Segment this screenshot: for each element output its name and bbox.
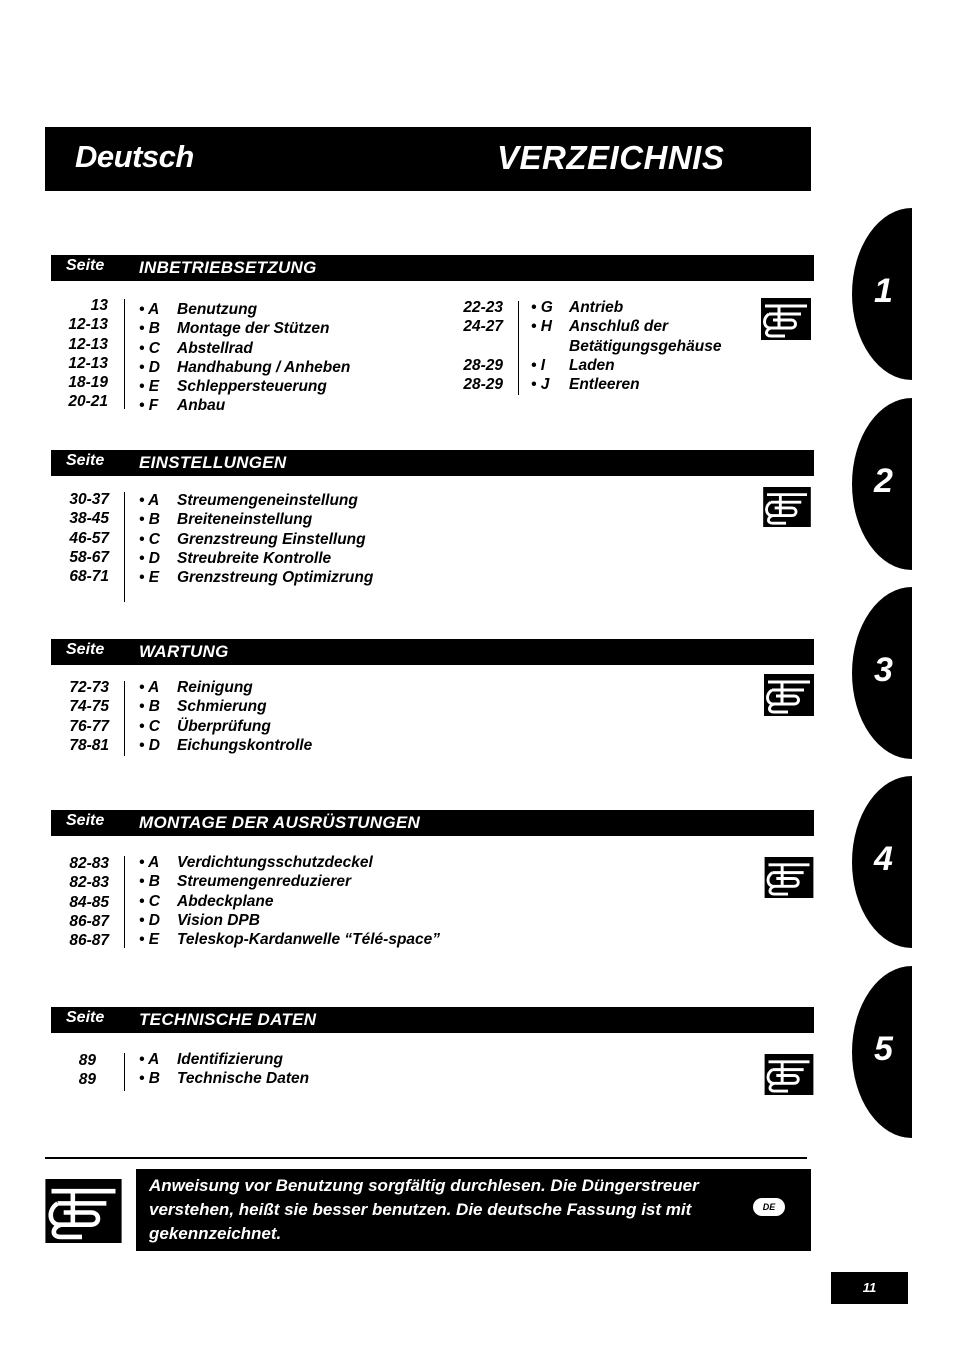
page-ref: 28-29 (463, 376, 503, 394)
page-column (36, 1051, 96, 1090)
tab-5[interactable] (852, 966, 912, 1138)
book-hand-icon (45, 1179, 122, 1243)
page-ref: 74-75 (69, 698, 109, 716)
section-title: WARTUNG (139, 642, 229, 661)
page-ref: 46-57 (69, 529, 109, 547)
list-item: • E Teleskop-Kardanwelle “Télé-space” (139, 931, 441, 949)
language-label: Deutsch (75, 139, 194, 174)
footer-rule (45, 1157, 807, 1159)
section-title: INBETRIEBSETZUNG (139, 258, 317, 277)
list-item: • A Benutzung (139, 301, 258, 318)
page-ref: 72-73 (69, 679, 109, 696)
page-ref: 89 (78, 1071, 96, 1089)
seite-label: Seite (66, 1009, 105, 1026)
book-hand-icon (764, 674, 814, 716)
entry-list (139, 491, 373, 587)
section-header (51, 1007, 814, 1033)
tab-number: 5 (874, 1030, 893, 1068)
page-column (49, 854, 109, 950)
section-title: MONTAGE DER AUSRÜSTUNGEN (139, 813, 421, 832)
page-ref: 58-67 (69, 548, 109, 566)
book-hand-icon (761, 298, 811, 340)
page-ref: 30-37 (69, 491, 109, 508)
section-title: TECHNISCHE DATEN (139, 1010, 317, 1029)
list-item: • H Anschluß der (531, 318, 669, 336)
book-hand-icon (764, 1054, 814, 1095)
section-header (51, 450, 814, 476)
seite-label: Seite (66, 812, 105, 829)
list-item: • C Grenzstreung Einstellung (139, 530, 366, 548)
list-item: • J Entleeren (531, 376, 640, 394)
page-ref: 12-13 (68, 316, 108, 334)
divider-line (124, 1053, 125, 1091)
page-ref: 28-29 (463, 356, 503, 374)
entry-list (139, 300, 350, 416)
tab-number: 4 (874, 840, 893, 878)
list-item: • B Schmierung (139, 698, 267, 716)
list-item: • C Überprüfung (139, 717, 271, 735)
list-item: • G Antrieb (531, 299, 624, 316)
seite-label: Seite (66, 452, 105, 469)
page-ref: 82-83 (69, 855, 109, 872)
book-hand-icon (764, 857, 814, 898)
list-item: • B Technische Daten (139, 1070, 310, 1088)
list-item: • B Montage der Stützen (139, 320, 330, 338)
list-item: • D Handhabung / Anheben (139, 358, 351, 376)
tab-3[interactable] (852, 587, 912, 759)
list-item: • A Verdichtungsschutzdeckel (139, 854, 373, 871)
page-ref: 12-13 (68, 335, 108, 353)
list-item: • A Reinigung (139, 679, 253, 696)
page-ref: 22-23 (463, 299, 503, 316)
page-ref: 38-45 (69, 510, 109, 528)
page-number: 11 (831, 1272, 908, 1304)
list-item: • A Streumengeneinstellung (139, 492, 358, 509)
notice-text: Anweisung vor Benutzung sorgfältig durchlesen. Die Düngerstreuer verstehen, heißt sie besser benutzen. Die deutsche Fassung ist mit gekennzeichnet. (149, 1176, 699, 1243)
list-item: • D Streubreite Kontrolle (139, 549, 332, 567)
page-ref: 86-87 (69, 932, 109, 950)
tab-number: 2 (874, 462, 893, 500)
section-header (51, 810, 814, 836)
page-ref: 12-13 (68, 354, 108, 372)
tab-number: 1 (874, 272, 893, 310)
list-item: Betätigungsgehäuse (569, 337, 722, 355)
de-badge: DE (753, 1198, 785, 1216)
divider-line (518, 301, 519, 395)
tab-4[interactable] (852, 776, 912, 948)
divider-line (124, 856, 125, 948)
list-item: • E Schleppersteuerung (139, 378, 327, 396)
page-column (48, 296, 108, 412)
page-ref: 76-77 (69, 717, 109, 735)
list-item: • C Abdeckplane (139, 892, 274, 910)
divider-line (124, 492, 125, 602)
divider-line (124, 299, 125, 409)
seite-label: Seite (66, 257, 105, 274)
page-title: VERZEICHNIS (497, 139, 725, 176)
seite-label: Seite (66, 641, 105, 658)
page-ref: 82-83 (69, 874, 109, 892)
page-column (443, 298, 503, 394)
page-column (49, 678, 109, 755)
list-item: • E Grenzstreung Optimizrung (139, 569, 374, 587)
page-ref: 24-27 (463, 318, 503, 336)
page-ref: 84-85 (69, 893, 109, 911)
list-item: • D Vision DPB (139, 911, 260, 929)
section-header (51, 639, 814, 665)
page-ref: 18-19 (68, 374, 108, 392)
page-ref (443, 337, 503, 356)
tab-1[interactable] (852, 208, 912, 380)
list-item: • F Anbau (139, 397, 226, 415)
entry-list (531, 298, 721, 394)
title-bar (45, 127, 811, 191)
page-ref: 20-21 (68, 393, 108, 411)
notice-box (136, 1169, 811, 1251)
page-ref: 89 (78, 1052, 96, 1069)
list-item: • A Identifizierung (139, 1051, 283, 1068)
entry-list (139, 1050, 309, 1089)
entry-list (139, 678, 312, 755)
list-item: • D Eichungskontrolle (139, 736, 313, 754)
section-title: EINSTELLUNGEN (139, 453, 287, 472)
page-ref: 68-71 (69, 568, 109, 586)
list-item: • I Laden (531, 356, 615, 374)
list-item: • B Streumengenreduzierer (139, 873, 351, 891)
page-ref: 78-81 (69, 736, 109, 754)
divider-line (124, 681, 125, 756)
tab-number: 3 (874, 651, 893, 689)
entry-list (139, 853, 440, 949)
list-item: • B Breiteneinstellung (139, 511, 313, 529)
book-hand-icon (762, 487, 812, 527)
list-item: • C Abstellrad (139, 339, 253, 357)
section-header (51, 255, 814, 281)
tab-2[interactable] (852, 398, 912, 570)
page-ref: 86-87 (69, 912, 109, 930)
page-ref: 13 (90, 297, 108, 314)
page-column (49, 490, 109, 586)
